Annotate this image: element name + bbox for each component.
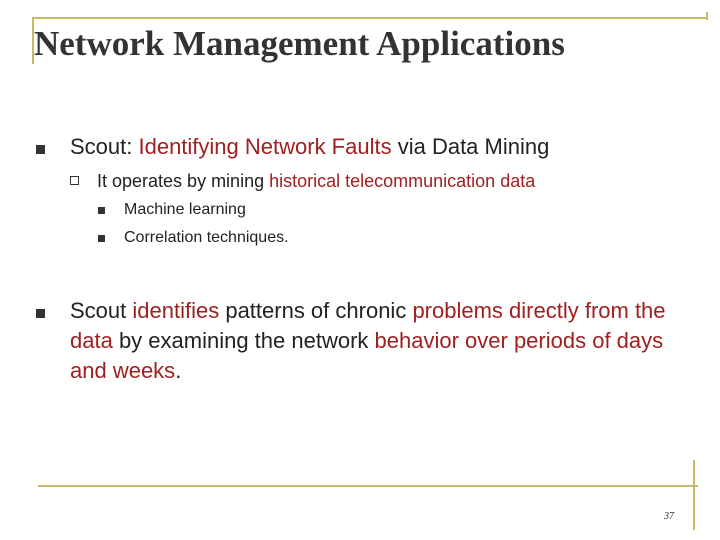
square-bullet-icon bbox=[36, 145, 45, 154]
hollow-square-bullet-icon bbox=[70, 176, 79, 185]
highlighted-text: historical telecommunication data bbox=[269, 171, 536, 191]
bullet-operation bbox=[97, 169, 535, 193]
top-right-corner-tick bbox=[706, 12, 708, 20]
bullet-text: by examining the network bbox=[112, 328, 375, 353]
highlighted-text: behavior over periods of days and weeks bbox=[70, 328, 664, 383]
highlighted-text: identifies bbox=[132, 298, 220, 323]
bullet-text: . bbox=[175, 358, 182, 383]
bullet-text: Scout: bbox=[70, 134, 139, 159]
square-bullet-icon bbox=[98, 207, 105, 214]
top-border-line bbox=[32, 17, 707, 19]
bullet-correlation: Correlation techniques. bbox=[124, 229, 289, 246]
bullet-text: It operates by mining bbox=[97, 171, 270, 191]
bullet-scout-heading bbox=[70, 132, 549, 162]
page-number: 37 bbox=[664, 511, 674, 522]
square-bullet-icon bbox=[36, 309, 45, 318]
square-bullet-icon bbox=[98, 235, 105, 242]
highlighted-text: Identifying Network Faults bbox=[138, 134, 392, 159]
bullet-text: Scout bbox=[70, 298, 133, 323]
bullet-text: via Data Mining bbox=[391, 134, 550, 159]
slide-title: Network Management Applications bbox=[34, 24, 565, 63]
bottom-right-corner-line bbox=[693, 460, 695, 530]
bullet-machine-learning: Machine learning bbox=[124, 201, 246, 218]
highlighted-text: problems directly from the data bbox=[70, 298, 666, 353]
bullet-scout-description bbox=[70, 296, 690, 386]
bullet-text: patterns of chronic bbox=[219, 298, 413, 323]
bottom-border-line bbox=[38, 485, 698, 487]
